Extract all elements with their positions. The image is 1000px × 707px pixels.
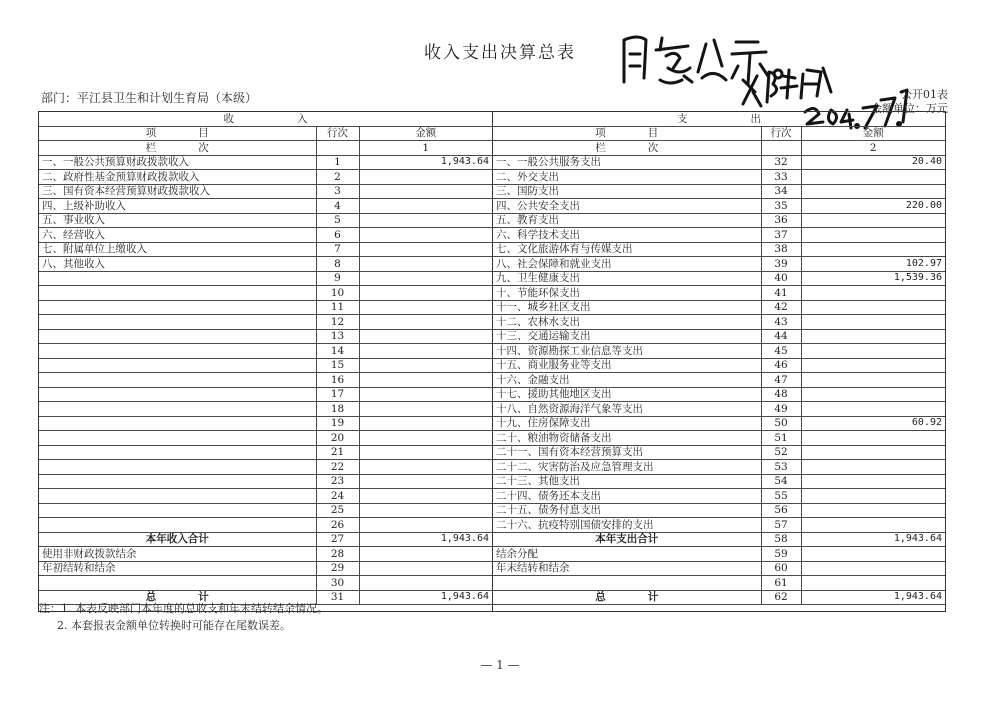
expense-row bbox=[493, 547, 945, 562]
expense-item-label: 二十二、灾害防治及应急管理支出 bbox=[493, 460, 761, 475]
expense-row-number: 47 bbox=[761, 373, 801, 388]
expense-row-number: 38 bbox=[761, 242, 801, 257]
income-col-item: 项 目 bbox=[39, 126, 316, 141]
income-column-row bbox=[39, 126, 492, 141]
income-row bbox=[39, 431, 492, 446]
income-row bbox=[39, 532, 492, 547]
income-item-label: 四、上级补助收入 bbox=[39, 199, 316, 214]
income-amount bbox=[359, 576, 492, 591]
expense-item-label: 结余分配 bbox=[493, 547, 761, 562]
expense-amount bbox=[801, 213, 945, 228]
income-item-label bbox=[39, 387, 316, 402]
expense-row bbox=[493, 170, 945, 185]
income-amount bbox=[359, 445, 492, 460]
income-item-label bbox=[39, 402, 316, 417]
expense-row bbox=[493, 474, 945, 489]
form-code: 公开01表 bbox=[901, 88, 948, 101]
income-amount bbox=[359, 402, 492, 417]
expense-amount: 1,539.36 bbox=[801, 271, 945, 286]
income-col-rowno: 行次 bbox=[316, 126, 359, 141]
income-item-label bbox=[39, 576, 316, 591]
income-amount bbox=[359, 431, 492, 446]
expense-header-row bbox=[493, 112, 945, 126]
income-row-number: 16 bbox=[316, 373, 359, 388]
expense-row bbox=[493, 300, 945, 315]
income-item-label bbox=[39, 474, 316, 489]
income-amount bbox=[359, 358, 492, 373]
income-row bbox=[39, 271, 492, 286]
expense-row-number: 39 bbox=[761, 257, 801, 272]
income-row-number: 22 bbox=[316, 460, 359, 475]
expense-amount bbox=[801, 286, 945, 301]
expense-row-number: 32 bbox=[761, 155, 801, 170]
expense-amount bbox=[801, 445, 945, 460]
expense-row bbox=[493, 387, 945, 402]
income-row bbox=[39, 344, 492, 359]
expense-item-label: 十七、援助其他地区支出 bbox=[493, 387, 761, 402]
income-item-label: 本年收入合计 bbox=[39, 532, 316, 547]
income-item-label bbox=[39, 503, 316, 518]
expense-item-label: 二、外交支出 bbox=[493, 170, 761, 185]
income-row bbox=[39, 576, 492, 591]
expense-item-label: 本年支出合计 bbox=[493, 532, 761, 547]
expense-amount bbox=[801, 344, 945, 359]
income-row-number: 14 bbox=[316, 344, 359, 359]
income-row-number: 24 bbox=[316, 489, 359, 504]
expense-row-number: 52 bbox=[761, 445, 801, 460]
income-row-number: 30 bbox=[316, 576, 359, 591]
income-table bbox=[39, 112, 492, 605]
income-amount bbox=[359, 300, 492, 315]
expense-item-label: 二十、粮油物资储备支出 bbox=[493, 431, 761, 446]
expense-amount bbox=[801, 358, 945, 373]
income-section-header: 收 入 bbox=[39, 112, 492, 126]
expense-row-number: 57 bbox=[761, 518, 801, 533]
expense-row bbox=[493, 199, 945, 214]
income-item-label: 总 计 bbox=[39, 590, 316, 605]
expense-item-label: 五、教育支出 bbox=[493, 213, 761, 228]
income-row bbox=[39, 329, 492, 344]
income-amount bbox=[359, 242, 492, 257]
expense-row-number: 40 bbox=[761, 271, 801, 286]
income-row bbox=[39, 402, 492, 417]
expense-amount: 102.97 bbox=[801, 257, 945, 272]
expense-row bbox=[493, 329, 945, 344]
page-number: — 1 — bbox=[480, 658, 520, 672]
income-item-label: 三、国有资本经营预算财政拨款收入 bbox=[39, 184, 316, 199]
income-row-number: 21 bbox=[316, 445, 359, 460]
expense-row bbox=[493, 315, 945, 330]
income-row bbox=[39, 300, 492, 315]
expense-row bbox=[493, 242, 945, 257]
expense-item-label: 二十一、国有资本经营预算支出 bbox=[493, 445, 761, 460]
income-amount bbox=[359, 460, 492, 475]
income-row-number: 6 bbox=[316, 228, 359, 243]
income-item-label: 一、一般公共预算财政拨款收入 bbox=[39, 155, 316, 170]
expense-row-number: 44 bbox=[761, 329, 801, 344]
income-item-label: 六、经营收入 bbox=[39, 228, 316, 243]
expense-row-number: 55 bbox=[761, 489, 801, 504]
income-amount bbox=[359, 373, 492, 388]
expense-item-label: 二十三、其他支出 bbox=[493, 474, 761, 489]
income-item-label: 五、事业收入 bbox=[39, 213, 316, 228]
expense-row-number: 60 bbox=[761, 561, 801, 576]
income-row bbox=[39, 460, 492, 475]
expense-row bbox=[493, 358, 945, 373]
expense-amount bbox=[801, 242, 945, 257]
income-row-number: 8 bbox=[316, 257, 359, 272]
income-row-number: 20 bbox=[316, 431, 359, 446]
income-item-label: 二、政府性基金预算财政拨款收入 bbox=[39, 170, 316, 185]
income-row-number: 28 bbox=[316, 547, 359, 562]
expense-item-label: 九、卫生健康支出 bbox=[493, 271, 761, 286]
income-item-label bbox=[39, 286, 316, 301]
income-amount: 1,943.64 bbox=[359, 590, 492, 605]
expense-item-label bbox=[493, 576, 761, 591]
expense-row-number: 53 bbox=[761, 460, 801, 475]
income-item-label bbox=[39, 373, 316, 388]
expense-row bbox=[493, 286, 945, 301]
income-item-label bbox=[39, 518, 316, 533]
income-item-label: 七、附属单位上缴收入 bbox=[39, 242, 316, 257]
income-item-label bbox=[39, 315, 316, 330]
expense-column-row bbox=[493, 126, 945, 141]
expense-item-label: 年末结转和结余 bbox=[493, 561, 761, 576]
income-row-number: 3 bbox=[316, 184, 359, 199]
expense-section bbox=[493, 112, 945, 611]
income-item-label: 年初结转和结余 bbox=[39, 561, 316, 576]
expense-row bbox=[493, 576, 945, 591]
expense-row bbox=[493, 344, 945, 359]
income-row-number: 12 bbox=[316, 315, 359, 330]
income-amount bbox=[359, 184, 492, 199]
expense-item-label: 十、节能环保支出 bbox=[493, 286, 761, 301]
income-row bbox=[39, 315, 492, 330]
summary-table bbox=[38, 111, 946, 612]
income-row bbox=[39, 358, 492, 373]
expense-amount bbox=[801, 503, 945, 518]
expense-row-number: 35 bbox=[761, 199, 801, 214]
expense-row-number: 43 bbox=[761, 315, 801, 330]
expense-item-label: 十八、自然资源海洋气象等支出 bbox=[493, 402, 761, 417]
expense-row bbox=[493, 518, 945, 533]
expense-amount bbox=[801, 300, 945, 315]
expense-amount: 1,943.64 bbox=[801, 590, 945, 605]
income-row bbox=[39, 416, 492, 431]
income-amount bbox=[359, 213, 492, 228]
income-col-amount: 金额 bbox=[359, 126, 492, 141]
expense-row bbox=[493, 213, 945, 228]
expense-row-number: 33 bbox=[761, 170, 801, 185]
income-amount bbox=[359, 547, 492, 562]
expense-item-label: 八、社会保障和就业支出 bbox=[493, 257, 761, 272]
income-amount bbox=[359, 561, 492, 576]
expense-col-amount-sub: 2 bbox=[801, 141, 945, 156]
expense-item-label: 十六、金融支出 bbox=[493, 373, 761, 388]
income-row bbox=[39, 184, 492, 199]
income-row-number: 19 bbox=[316, 416, 359, 431]
income-row-number: 15 bbox=[316, 358, 359, 373]
expense-col-amount: 金额 bbox=[801, 126, 945, 141]
expense-item-label: 十四、资源勘探工业信息等支出 bbox=[493, 344, 761, 359]
income-row bbox=[39, 155, 492, 170]
expense-row bbox=[493, 590, 945, 605]
expense-item-label: 六、科学技术支出 bbox=[493, 228, 761, 243]
income-row bbox=[39, 199, 492, 214]
expense-row bbox=[493, 184, 945, 199]
income-row-number: 13 bbox=[316, 329, 359, 344]
income-row-number: 29 bbox=[316, 561, 359, 576]
income-section bbox=[39, 112, 493, 611]
income-row-number: 4 bbox=[316, 199, 359, 214]
note-1: 注：1. 本表反映部门本年度的总收支和年末结转结余情况。 bbox=[39, 602, 328, 615]
income-amount bbox=[359, 315, 492, 330]
expense-row-number: 46 bbox=[761, 358, 801, 373]
income-item-label bbox=[39, 460, 316, 475]
expense-amount bbox=[801, 170, 945, 185]
expense-section-header: 支 出 bbox=[493, 112, 945, 126]
income-item-label bbox=[39, 300, 316, 315]
income-amount: 1,943.64 bbox=[359, 532, 492, 547]
expense-item-label: 十九、住房保障支出 bbox=[493, 416, 761, 431]
income-amount bbox=[359, 271, 492, 286]
expense-item-label: 七、文化旅游体育与传媒支出 bbox=[493, 242, 761, 257]
expense-row-number: 37 bbox=[761, 228, 801, 243]
expense-row bbox=[493, 503, 945, 518]
income-item-label: 八、其他收入 bbox=[39, 257, 316, 272]
expense-amount bbox=[801, 547, 945, 562]
expense-item-label: 四、公共安全支出 bbox=[493, 199, 761, 214]
expense-row bbox=[493, 257, 945, 272]
income-row bbox=[39, 228, 492, 243]
expense-item-label: 十二、农林水支出 bbox=[493, 315, 761, 330]
expense-col-rowno-sub bbox=[761, 141, 801, 156]
income-item-label bbox=[39, 271, 316, 286]
income-row bbox=[39, 445, 492, 460]
expense-amount bbox=[801, 431, 945, 446]
income-col-item-sub: 栏 次 bbox=[39, 141, 316, 156]
expense-row-number: 42 bbox=[761, 300, 801, 315]
expense-item-label: 十一、城乡社区支出 bbox=[493, 300, 761, 315]
expense-item-label: 三、国防支出 bbox=[493, 184, 761, 199]
income-amount bbox=[359, 199, 492, 214]
income-row-number: 27 bbox=[316, 532, 359, 547]
expense-col-item-sub: 栏 次 bbox=[493, 141, 761, 156]
income-amount bbox=[359, 489, 492, 504]
expense-row bbox=[493, 460, 945, 475]
income-row-number: 23 bbox=[316, 474, 359, 489]
expense-row-number: 54 bbox=[761, 474, 801, 489]
income-row-number: 18 bbox=[316, 402, 359, 417]
expense-amount bbox=[801, 184, 945, 199]
income-row-number: 1 bbox=[316, 155, 359, 170]
income-amount bbox=[359, 329, 492, 344]
income-row bbox=[39, 213, 492, 228]
expense-item-label: 十三、交通运输支出 bbox=[493, 329, 761, 344]
expense-row-number: 45 bbox=[761, 344, 801, 359]
expense-row bbox=[493, 228, 945, 243]
expense-amount bbox=[801, 402, 945, 417]
income-row-number: 2 bbox=[316, 170, 359, 185]
expense-amount bbox=[801, 489, 945, 504]
expense-row bbox=[493, 271, 945, 286]
expense-col-rowno: 行次 bbox=[761, 126, 801, 141]
expense-amount: 220.00 bbox=[801, 199, 945, 214]
income-item-label: 使用非财政拨款结余 bbox=[39, 547, 316, 562]
expense-row-number: 48 bbox=[761, 387, 801, 402]
income-row bbox=[39, 387, 492, 402]
income-amount bbox=[359, 503, 492, 518]
expense-row-number: 56 bbox=[761, 503, 801, 518]
income-row bbox=[39, 170, 492, 185]
expense-row-number: 41 bbox=[761, 286, 801, 301]
notes bbox=[39, 600, 328, 634]
expense-amount bbox=[801, 576, 945, 591]
expense-row-number: 50 bbox=[761, 416, 801, 431]
expense-amount bbox=[801, 474, 945, 489]
department-label: 部门：平江县卫生和计划生育局（本级） bbox=[41, 91, 258, 105]
income-row-number: 5 bbox=[316, 213, 359, 228]
expense-item-label: 二十四、债务还本支出 bbox=[493, 489, 761, 504]
income-subheader-row bbox=[39, 141, 492, 156]
income-amount bbox=[359, 170, 492, 185]
income-amount bbox=[359, 518, 492, 533]
expense-amount bbox=[801, 387, 945, 402]
expense-row-number: 51 bbox=[761, 431, 801, 446]
income-row bbox=[39, 257, 492, 272]
income-item-label bbox=[39, 329, 316, 344]
income-row bbox=[39, 373, 492, 388]
income-amount: 1,943.64 bbox=[359, 155, 492, 170]
expense-amount bbox=[801, 228, 945, 243]
amount-unit: 金额单位：万元 bbox=[871, 102, 948, 115]
expense-amount bbox=[801, 373, 945, 388]
expense-col-item: 项 目 bbox=[493, 126, 761, 141]
expense-item-label: 一、一般公共服务支出 bbox=[493, 155, 761, 170]
income-row-number: 7 bbox=[316, 242, 359, 257]
income-row-number: 17 bbox=[316, 387, 359, 402]
income-item-label bbox=[39, 489, 316, 504]
income-row bbox=[39, 503, 492, 518]
expense-row bbox=[493, 445, 945, 460]
expense-amount bbox=[801, 329, 945, 344]
income-amount bbox=[359, 387, 492, 402]
income-amount bbox=[359, 344, 492, 359]
expense-row-number: 61 bbox=[761, 576, 801, 591]
expense-row bbox=[493, 489, 945, 504]
expense-table bbox=[493, 112, 945, 605]
expense-row-number: 58 bbox=[761, 532, 801, 547]
expense-row bbox=[493, 155, 945, 170]
expense-amount: 20.40 bbox=[801, 155, 945, 170]
income-row-number: 31 bbox=[316, 590, 359, 605]
income-row bbox=[39, 489, 492, 504]
income-item-label bbox=[39, 431, 316, 446]
income-item-label bbox=[39, 344, 316, 359]
expense-amount: 60.92 bbox=[801, 416, 945, 431]
income-col-rowno-sub bbox=[316, 141, 359, 156]
income-amount bbox=[359, 286, 492, 301]
income-row-number: 26 bbox=[316, 518, 359, 533]
income-row bbox=[39, 518, 492, 533]
expense-subheader-row bbox=[493, 141, 945, 156]
income-row-number: 11 bbox=[316, 300, 359, 315]
income-row-number: 9 bbox=[316, 271, 359, 286]
income-amount bbox=[359, 257, 492, 272]
income-col-amount-sub: 1 bbox=[359, 141, 492, 156]
income-item-label bbox=[39, 445, 316, 460]
expense-item-label: 二十六、抗疫特别国债安排的支出 bbox=[493, 518, 761, 533]
income-row bbox=[39, 474, 492, 489]
expense-row bbox=[493, 532, 945, 547]
income-amount bbox=[359, 228, 492, 243]
income-header-row bbox=[39, 112, 492, 126]
expense-row bbox=[493, 416, 945, 431]
income-item-label bbox=[39, 358, 316, 373]
expense-row bbox=[493, 402, 945, 417]
expense-row bbox=[493, 561, 945, 576]
income-row bbox=[39, 547, 492, 562]
income-row bbox=[39, 286, 492, 301]
expense-item-label: 十五、商业服务业等支出 bbox=[493, 358, 761, 373]
expense-row-number: 62 bbox=[761, 590, 801, 605]
income-row-number: 10 bbox=[316, 286, 359, 301]
expense-amount bbox=[801, 561, 945, 576]
expense-row-number: 34 bbox=[761, 184, 801, 199]
expense-row-number: 49 bbox=[761, 402, 801, 417]
income-row-number: 25 bbox=[316, 503, 359, 518]
note-2: 2. 本套报表金额单位转换时可能存在尾数误差。 bbox=[57, 619, 291, 632]
income-amount bbox=[359, 416, 492, 431]
report-title: 收入支出决算总表 bbox=[424, 43, 576, 63]
expense-row bbox=[493, 373, 945, 388]
income-row bbox=[39, 561, 492, 576]
income-row bbox=[39, 242, 492, 257]
expense-item-label: 总 计 bbox=[493, 590, 761, 605]
expense-amount bbox=[801, 315, 945, 330]
expense-amount: 1,943.64 bbox=[801, 532, 945, 547]
expense-amount bbox=[801, 518, 945, 533]
income-item-label bbox=[39, 416, 316, 431]
expense-amount bbox=[801, 460, 945, 475]
expense-row-number: 36 bbox=[761, 213, 801, 228]
income-amount bbox=[359, 474, 492, 489]
expense-item-label: 二十五、债务付息支出 bbox=[493, 503, 761, 518]
expense-row bbox=[493, 431, 945, 446]
expense-row-number: 59 bbox=[761, 547, 801, 562]
